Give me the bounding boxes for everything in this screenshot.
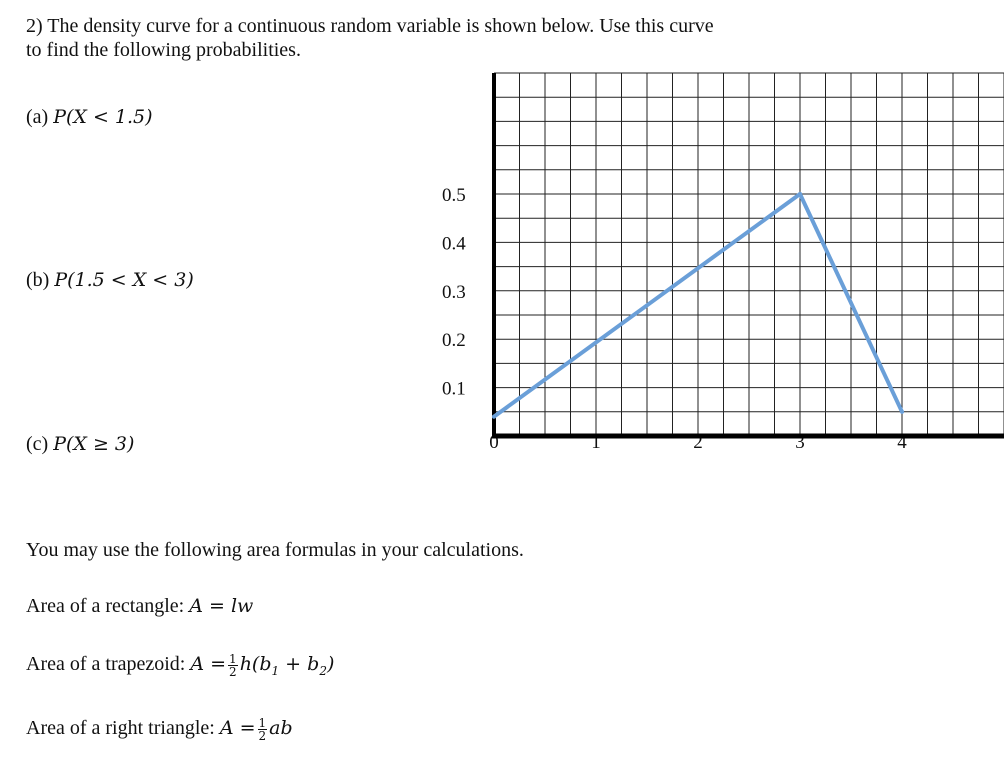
- triangle-fraction-denominator: 2: [258, 728, 267, 743]
- trapezoid-fraction: [228, 653, 238, 678]
- trapezoid-rhs: h(b: [239, 653, 272, 675]
- rectangle-label: Area of a rectangle:: [26, 595, 185, 617]
- part-c: [26, 432, 134, 456]
- x-tick-label: 4: [897, 432, 907, 453]
- y-tick-label: 0.4: [442, 233, 466, 255]
- triangle-fraction: [258, 717, 268, 742]
- x-tick-label: 2: [693, 432, 703, 453]
- x-tick-label: 0: [489, 432, 499, 453]
- triangle-lhs: A =: [219, 717, 256, 739]
- grid: [494, 73, 1004, 436]
- part-a-expression: P(X < 1.5): [53, 106, 153, 128]
- triangle-formula: [219, 715, 293, 743]
- y-tick-label: 0.1: [442, 378, 466, 400]
- problem-intro-line1: 2) The density curve for a continuous random variable is shown below. Use this curve: [26, 15, 714, 37]
- rectangle-formula: A = lw: [189, 595, 254, 617]
- part-b: [26, 268, 194, 292]
- trapezoid-sub2: 2: [319, 663, 327, 678]
- part-b-label: (b): [26, 269, 50, 291]
- trapezoid-formula-row: [26, 652, 334, 683]
- trapezoid-label: Area of a trapezoid:: [26, 653, 186, 675]
- trapezoid-mid: + b: [279, 653, 320, 675]
- density-curve-chart: [430, 70, 1004, 460]
- trapezoid-fraction-denominator: 2: [229, 664, 237, 679]
- density-curve-point: [900, 410, 904, 414]
- trapezoid-lhs: A =: [190, 653, 227, 675]
- triangle-rhs: ab: [269, 717, 293, 739]
- triangle-formula-row: [26, 716, 293, 742]
- y-tick-labels: [442, 185, 466, 400]
- rectangle-formula-row: [26, 594, 253, 618]
- part-a-label: (a): [26, 106, 49, 128]
- x-tick-label: 1: [591, 432, 601, 453]
- y-tick-label: 0.3: [442, 281, 466, 303]
- y-tick-label: 0.2: [442, 330, 466, 352]
- trapezoid-sub1: 1: [271, 663, 280, 678]
- density-curve-point: [798, 192, 802, 196]
- density-curve-point: [492, 415, 496, 419]
- part-c-expression: P(X ≥ 3): [53, 433, 135, 455]
- trapezoid-formula: [190, 651, 335, 679]
- trapezoid-fraction-numerator: 1: [229, 651, 237, 666]
- triangle-fraction-numerator: 1: [258, 715, 267, 730]
- y-tick-label: 0.5: [442, 185, 466, 206]
- part-b-expression: P(1.5 < X < 3): [54, 269, 194, 291]
- problem-intro-line2: to find the following probabilities.: [26, 39, 301, 61]
- x-tick-label: 3: [795, 432, 805, 453]
- part-c-label: (c): [26, 433, 49, 455]
- trapezoid-end: ): [326, 653, 335, 675]
- formulas-intro: You may use the following area formulas in your calculations.: [26, 539, 524, 561]
- part-a: [26, 105, 153, 129]
- triangle-label: Area of a right triangle:: [26, 717, 215, 739]
